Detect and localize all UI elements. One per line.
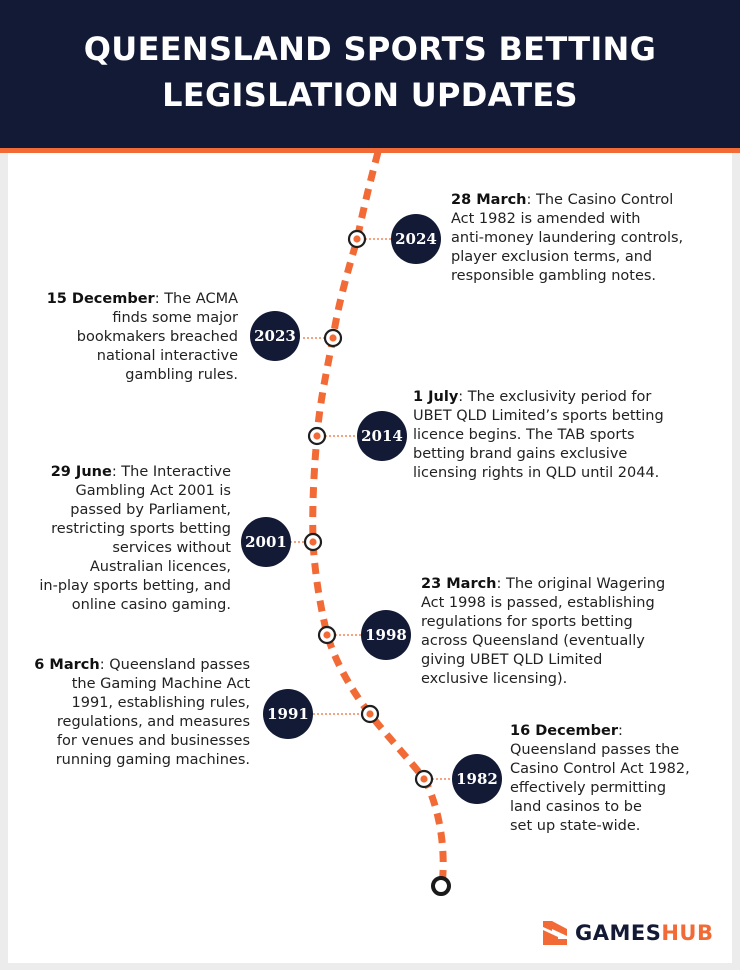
year-badge-2001: 2001	[241, 517, 291, 567]
event-2014-text-1: : The exclusivity period for	[458, 389, 652, 405]
year-badge-1998: 1998	[361, 610, 411, 660]
event-line: finds some major	[112, 310, 238, 326]
event-2014-date: 1 July	[413, 389, 459, 405]
node-1982	[416, 771, 432, 787]
event-2024-text-1: : The Casino Control	[526, 192, 674, 208]
event-line: the Gaming Machine Act	[71, 676, 250, 692]
event-line: giving UBET QLD Limited	[421, 652, 603, 668]
gameshub-logo	[543, 919, 714, 947]
gameshub-n-logo-icon	[543, 921, 567, 945]
node-1991	[362, 706, 378, 722]
event-line: online casino gaming.	[71, 597, 231, 613]
event-line: exclusive licensing).	[421, 671, 568, 687]
year-badge-1991: 1991	[263, 689, 313, 739]
event-line	[10, 463, 231, 482]
title-line-2: LEGISLATION UPDATES	[162, 76, 578, 114]
year-badge-1982: 1982	[452, 754, 502, 804]
timeline-end-node	[433, 878, 449, 894]
event-line	[18, 656, 250, 675]
event-1991-date: 6 March	[34, 657, 100, 673]
node-2014	[309, 428, 325, 444]
event-line: across Queensland (eventually	[421, 633, 645, 649]
event-line: betting brand gains exclusive	[413, 446, 628, 462]
event-1998-description	[421, 575, 729, 689]
event-line: Act 1982 is amended with	[451, 211, 641, 227]
logo-word-hub: HUB	[661, 921, 714, 945]
event-2024-description	[451, 191, 736, 286]
event-line: running gaming machines.	[55, 752, 250, 768]
event-line: responsible gambling notes.	[451, 268, 657, 284]
event-1991-text-1: : Queensland passes	[99, 657, 250, 673]
event-line	[24, 290, 238, 309]
event-line: Australian licences,	[89, 559, 231, 575]
event-line: national interactive	[96, 348, 238, 364]
event-line: services without	[112, 540, 231, 556]
event-1982-description	[510, 722, 732, 836]
year-badge-2024: 2024	[391, 214, 441, 264]
event-line: effectively permitting	[510, 780, 667, 796]
event-line: bookmakers breached	[76, 329, 238, 345]
event-line: 1991, establishing rules,	[71, 695, 250, 711]
event-line: restricting sports betting	[51, 521, 231, 537]
event-1998-date: 23 March	[421, 576, 497, 592]
event-2023-description	[24, 290, 238, 385]
node-2023	[325, 330, 341, 346]
event-line: gambling rules.	[125, 367, 238, 383]
event-1998-text-1: : The original Wagering	[496, 576, 666, 592]
event-line: regulations, and measures	[56, 714, 250, 730]
event-line	[451, 191, 736, 210]
event-line: Gambling Act 2001 is	[75, 483, 231, 499]
event-1982-date: 16 December	[510, 723, 618, 739]
event-line: Casino Control Act 1982,	[510, 761, 690, 777]
event-line	[510, 722, 732, 741]
event-line: passed by Parliament,	[70, 502, 231, 518]
event-2001-date: 29 June	[50, 464, 112, 480]
event-line: Queensland passes the	[510, 742, 680, 758]
event-line: land casinos to be	[510, 799, 642, 815]
event-2023-text-1: : The ACMA	[154, 291, 238, 307]
event-line: licensing rights in QLD until 2044.	[413, 465, 660, 481]
event-line: licence begins. The TAB sports	[413, 427, 635, 443]
year-badge-2023: 2023	[250, 311, 300, 361]
event-line: set up state-wide.	[510, 818, 641, 834]
event-2024-date: 28 March	[451, 192, 527, 208]
node-1998	[319, 627, 335, 643]
title-line-1: QUEENSLAND SPORTS BETTING	[83, 30, 657, 68]
event-1991-description	[18, 656, 250, 770]
event-2001-description	[10, 463, 231, 615]
year-badge-2014: 2014	[357, 411, 407, 461]
event-line	[413, 388, 736, 407]
event-line: anti-money laundering controls,	[451, 230, 684, 246]
event-line: regulations for sports betting	[421, 614, 633, 630]
node-2001	[305, 534, 321, 550]
event-line: UBET QLD Limited’s sports betting	[413, 408, 664, 424]
event-2023-date: 15 December	[46, 291, 155, 307]
event-line: for venues and businesses	[56, 733, 250, 749]
logo-word-games: GAMES	[575, 921, 662, 945]
logo-wordmark	[575, 921, 714, 945]
event-line	[421, 575, 729, 594]
event-2001-text-1: : The Interactive	[111, 464, 231, 480]
event-line: in-play sports betting, and	[39, 578, 231, 594]
event-line: player exclusion terms, and	[451, 249, 653, 265]
node-2024	[349, 231, 365, 247]
event-1982-text-1: :	[618, 723, 623, 739]
event-line: Act 1998 is passed, establishing	[421, 595, 655, 611]
event-2014-description	[413, 388, 736, 483]
